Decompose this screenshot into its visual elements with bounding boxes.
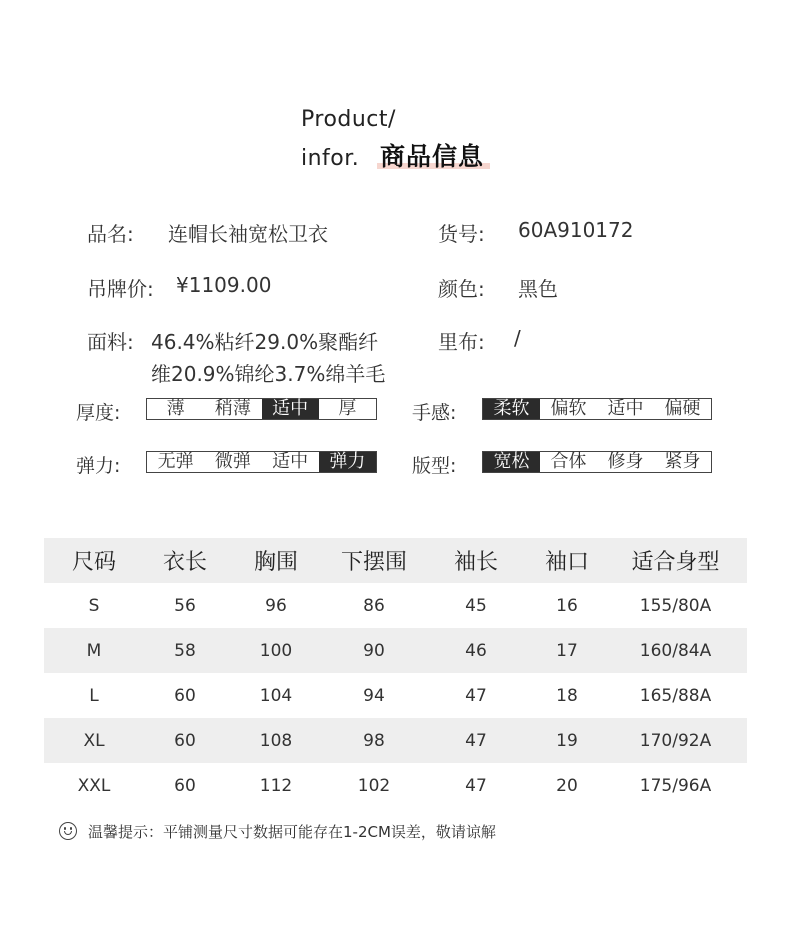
feel-scale — [482, 398, 712, 420]
heading-en-line1: Product/ — [301, 107, 396, 132]
feel-option-selected: 柔软 — [483, 399, 540, 419]
table-row — [44, 628, 747, 673]
thickness-option: 厚 — [338, 398, 357, 419]
feel-label: 手感: — [412, 402, 457, 424]
table-header-cell: 下摆围 — [340, 550, 407, 575]
sku-value: 60A910172 — [518, 218, 634, 242]
thickness-scale — [146, 398, 377, 420]
table-cell: M — [86, 640, 102, 661]
fabric-line2: 维20.9%锦纶3.7%绵羊毛 — [151, 362, 386, 386]
thickness-label: 厚度: — [76, 402, 121, 424]
table-cell: 58 — [174, 640, 196, 661]
table-cell: 60 — [174, 775, 196, 796]
table-cell: 175/96A — [639, 775, 712, 796]
table-cell: 104 — [259, 685, 293, 706]
elasticity-option: 适中 — [272, 451, 309, 472]
heading-en-line2: infor. — [301, 146, 360, 171]
table-header-cell: 袖口 — [544, 550, 589, 575]
table-cell: 19 — [556, 730, 578, 751]
table-cell: 98 — [363, 730, 385, 751]
heading-cn: 商品信息 — [380, 142, 485, 171]
feel-option: 适中 — [607, 398, 644, 419]
table-cell: 100 — [259, 640, 293, 661]
table-cell: 86 — [363, 595, 385, 616]
table-cell: 45 — [465, 595, 487, 616]
color-label: 颜色: — [438, 277, 485, 301]
size-table — [44, 538, 747, 808]
table-cell: 47 — [465, 685, 487, 706]
elasticity-label: 弹力: — [76, 455, 121, 477]
table-header-cell: 适合身型 — [631, 550, 720, 575]
name-value: 连帽长袖宽松卫衣 — [168, 222, 328, 246]
table-cell: 47 — [465, 775, 487, 796]
table-cell: 90 — [363, 640, 385, 661]
fit-option: 紧身 — [664, 451, 701, 472]
thickness-option-selected: 适中 — [262, 399, 319, 419]
tip-text: 温馨提示：平铺测量尺寸数据可能存在1-2CM误差，敬请谅解 — [88, 823, 496, 841]
fit-scale — [482, 451, 712, 473]
table-cell: 155/80A — [639, 595, 712, 616]
table-header-cell: 尺码 — [71, 550, 116, 575]
name-label: 品名: — [87, 222, 134, 246]
table-cell: 20 — [556, 775, 578, 796]
table-cell: 96 — [265, 595, 287, 616]
price-value: ¥1109.00 — [176, 273, 272, 297]
fit-option: 修身 — [607, 451, 644, 472]
table-cell: 18 — [556, 685, 578, 706]
fabric-label: 面料: — [87, 330, 134, 354]
table-cell: 170/92A — [639, 730, 712, 751]
table-header-cell: 胸围 — [253, 550, 298, 575]
table-header-row — [44, 538, 747, 583]
table-cell: 112 — [259, 775, 293, 796]
table-cell: 16 — [556, 595, 578, 616]
table-header-cell: 袖长 — [453, 550, 498, 575]
table-row — [44, 718, 747, 763]
table-cell: S — [88, 595, 100, 616]
feel-option: 偏硬 — [664, 398, 701, 419]
table-cell: 108 — [259, 730, 293, 751]
table-row — [44, 583, 747, 628]
price-label: 吊牌价: — [87, 277, 154, 301]
lining-value: / — [514, 326, 521, 350]
table-header-cell: 衣长 — [162, 550, 207, 575]
smiley-icon — [59, 822, 77, 840]
lining-label: 里布: — [438, 330, 485, 354]
table-cell: 56 — [174, 595, 196, 616]
table-cell: 47 — [465, 730, 487, 751]
fit-option: 合体 — [550, 451, 587, 472]
table-cell: 94 — [363, 685, 385, 706]
feel-option: 偏软 — [550, 398, 587, 419]
table-cell: 60 — [174, 685, 196, 706]
elasticity-option: 无弹 — [157, 451, 194, 472]
table-cell: L — [89, 685, 99, 706]
elasticity-scale — [146, 451, 377, 473]
table-cell: 102 — [357, 775, 391, 796]
sku-label: 货号: — [438, 222, 485, 246]
table-cell: 60 — [174, 730, 196, 751]
thickness-option: 稍薄 — [214, 398, 251, 419]
table-cell: XL — [83, 730, 105, 751]
elasticity-option: 微弹 — [214, 451, 251, 472]
thickness-option: 薄 — [166, 398, 185, 419]
table-cell: XXL — [77, 775, 111, 796]
fabric-line1: 46.4%粘纤29.0%聚酯纤 — [151, 330, 379, 354]
table-cell: 165/88A — [639, 685, 712, 706]
table-row — [44, 673, 747, 718]
table-cell: 17 — [556, 640, 578, 661]
table-row — [44, 763, 747, 808]
table-cell: 46 — [465, 640, 487, 661]
fit-label: 版型: — [412, 455, 457, 477]
color-value: 黑色 — [518, 277, 558, 301]
table-cell: 160/84A — [639, 640, 712, 661]
fit-option-selected: 宽松 — [483, 452, 540, 472]
elasticity-option-selected: 弹力 — [319, 452, 376, 472]
